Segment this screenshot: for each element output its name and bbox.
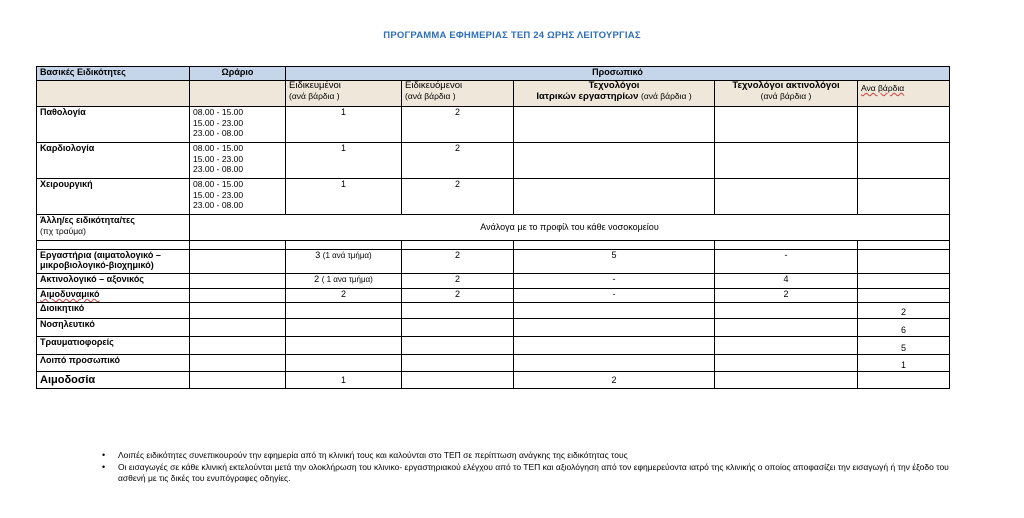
per-shift-value: 2	[858, 303, 950, 319]
specialists-value: 2	[286, 289, 402, 303]
specialty-name: Εργαστήρια (αιματολογικό –μικροβιολογικό-βιοχημικό)	[37, 250, 190, 274]
per-shift-value: 6	[858, 319, 950, 337]
lab-tech-value: 2	[514, 372, 715, 389]
residents-value: 2	[402, 250, 514, 274]
spacer-row	[37, 241, 950, 250]
specialists-value: 1	[286, 372, 402, 389]
note-item: • Λοιπές ειδικότητες συνεπικουρούν την εφημερία από τη κλινική τους και καλούνται στο ΤΕΠ σε περίπτωση ανάγκης της ειδικότητας τους	[102, 450, 962, 462]
specialty-name: Χειρουργική	[37, 179, 190, 215]
specialty-name: Ακτινολογικό – αξονικός	[37, 274, 190, 289]
subheader-specialists: Ειδικευμένοι (ανά βάρδια )	[286, 81, 402, 107]
specialists-value: 1	[286, 143, 402, 179]
specialty-name: Αιμοδοσία	[37, 372, 190, 389]
document-title: ΠΡΟΓΡΑΜΜΑ ΕΦΗΜΕΡΙΑΣ ΤΕΠ 24 ΩΡΗΣ ΛΕΙΤΟΥΡΓΙΑΣ	[383, 30, 641, 41]
per-shift-value: 5	[858, 337, 950, 355]
residents-value: 2	[402, 274, 514, 289]
radiology-tech-value: 4	[715, 274, 858, 289]
table-row	[37, 289, 950, 303]
table-row	[37, 215, 950, 241]
hours-cell: 08.00 - 15.00 15.00 - 23.00 23.00 - 08.00	[190, 107, 286, 143]
residents-value: 2	[402, 143, 514, 179]
per-shift-value: 1	[858, 355, 950, 372]
specialists-value: 1	[286, 179, 402, 215]
header-row	[37, 67, 950, 81]
specialty-name: Λοιπό προσωπικό	[37, 355, 190, 372]
specialists-value: 3 (1 ανά τμήμα)	[286, 250, 402, 274]
table-row	[37, 303, 950, 319]
specialty-name: Παθολογία	[37, 107, 190, 143]
specialty-name: Αιμοδυναμικό	[37, 289, 190, 303]
table-row	[37, 372, 950, 389]
lab-tech-value: 5	[514, 250, 715, 274]
specialty-name: Τραυματιοφορείς	[37, 337, 190, 355]
specialty-name: Διοικητικό	[37, 303, 190, 319]
table-row	[37, 337, 950, 355]
specialty-name: Νοσηλευτικό	[37, 319, 190, 337]
table-row	[37, 250, 950, 274]
specialty-name: Άλλη/ες ειδικότητα/τες (πχ τραύμα)	[37, 215, 190, 241]
specialty-name: Καρδιολογία	[37, 143, 190, 179]
schedule-table	[36, 66, 950, 389]
hours-cell: 08.00 - 15.00 15.00 - 23.00 23.00 - 08.00	[190, 143, 286, 179]
radiology-tech-value: 2	[715, 289, 858, 303]
header-staff: Προσωπικό	[286, 67, 950, 81]
lab-tech-value: -	[514, 274, 715, 289]
hours-cell: 08.00 - 15.00 15.00 - 23.00 23.00 - 08.00	[190, 179, 286, 215]
table-row	[37, 274, 950, 289]
lab-tech-value: -	[514, 289, 715, 303]
subheader-radiology-technologists: Τεχνολόγοι ακτινολόγοι (ανά βάρδια )	[715, 81, 858, 107]
table-row	[37, 107, 950, 143]
note-item: • Οι εισαγωγές σε κάθε κλινική εκτελούνται μετά την ολοκλήρωση του κλινικο- εργαστηριακού ελέγχου από το ΤΕΠ και αξιολόγηση από τον εφημερεύοντα ιατρό της κλινικής ο οποίος αποφασίζει την εισαγωγή ή την έξοδο του ασθενή με τις δικές του ενυπόγραφες οδηγίες.	[102, 462, 962, 485]
table-row	[37, 319, 950, 337]
table-row	[37, 179, 950, 215]
header-hours: Ωράριο	[190, 67, 286, 81]
residents-value: 2	[402, 107, 514, 143]
residents-value: 2	[402, 289, 514, 303]
profile-note: Ανάλογα με το προφίλ του κάθε νοσοκομείου	[190, 215, 950, 241]
subheader-residents: Ειδικευόμενοι (ανά βάρδια )	[402, 81, 514, 107]
subheader-row	[37, 81, 950, 107]
table-row	[37, 143, 950, 179]
subheader-lab-technologists: Τεχνολόγοι Ιατρικών εργαστηρίων (ανά βάρδια )	[514, 81, 715, 107]
specialists-value: 1	[286, 107, 402, 143]
notes-list	[102, 450, 962, 485]
specialists-value: 2 ( 1 ανα τμήμα)	[286, 274, 402, 289]
subheader-per-shift: Ανα βάρδια	[858, 81, 950, 107]
radiology-tech-value: -	[715, 250, 858, 274]
table-row	[37, 355, 950, 372]
header-specialties: Βασικές Ειδικότητες	[37, 67, 190, 81]
residents-value: 2	[402, 179, 514, 215]
